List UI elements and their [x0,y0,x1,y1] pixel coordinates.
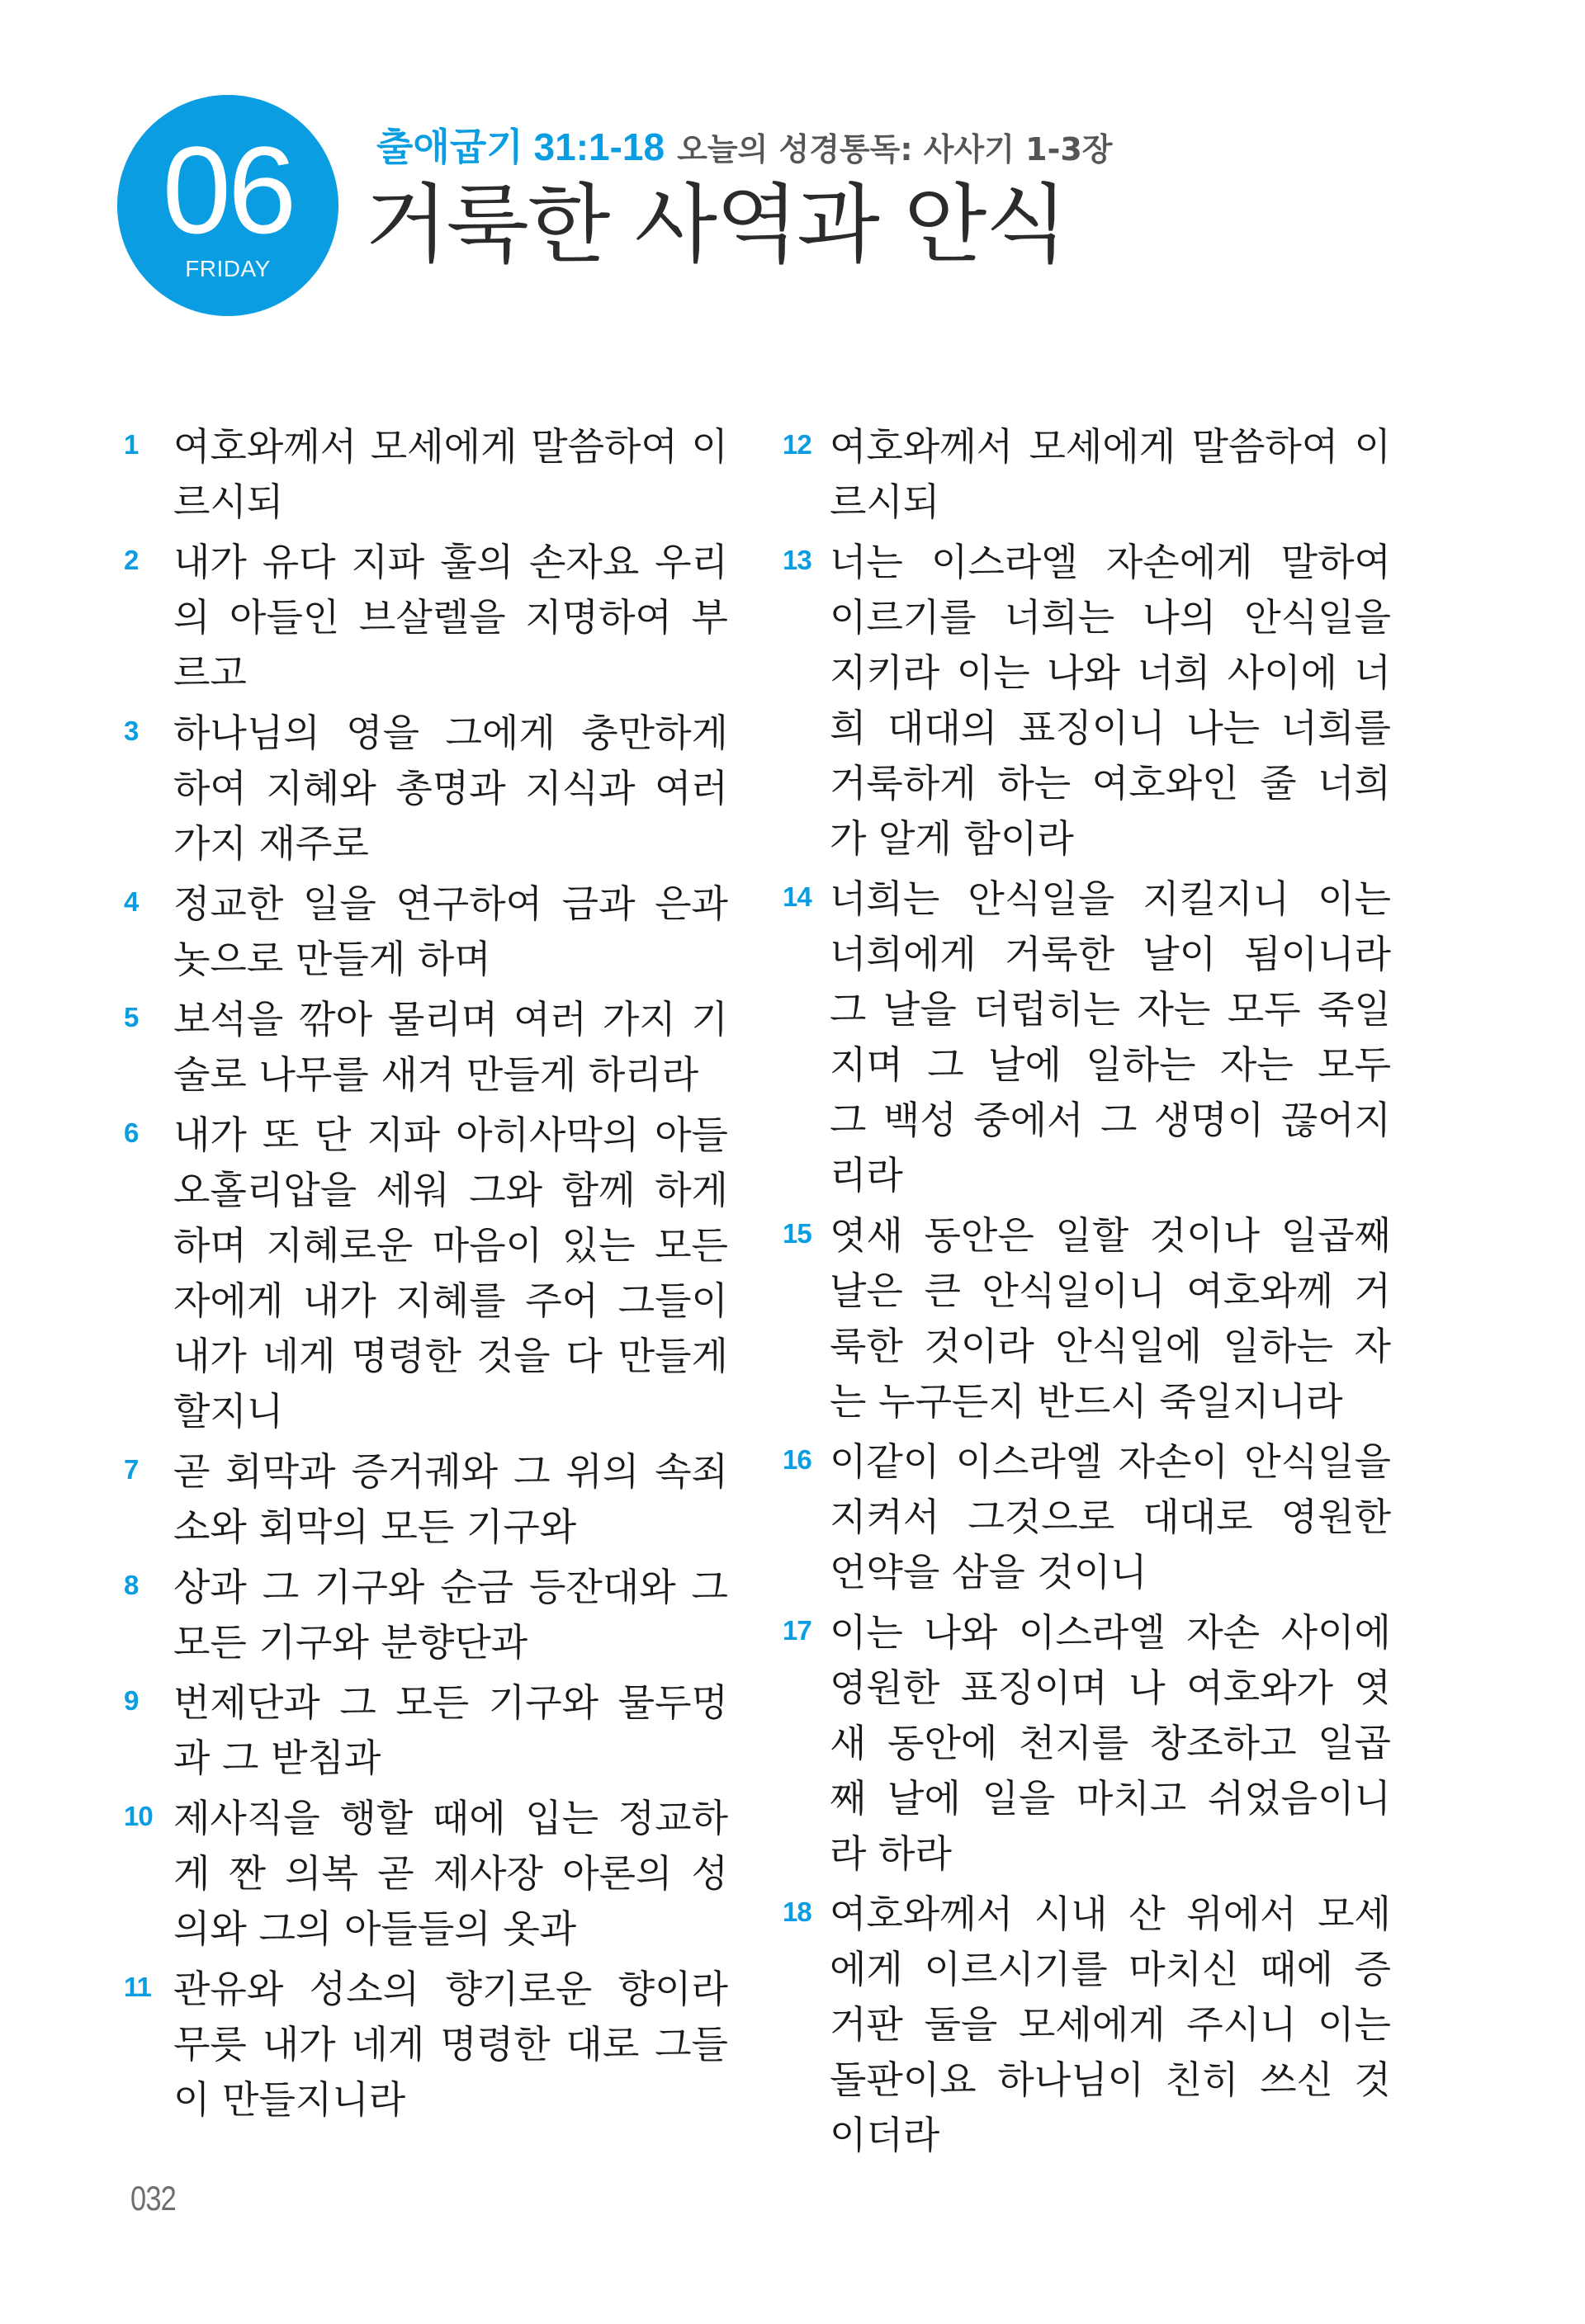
verse-line: 하여 지혜와 총명과 지식과 여러 [173,766,728,810]
verse-number: 18 [783,1897,811,1927]
verse-line: 내가 또 단 지파 아히사막의 아들 [173,1112,728,1157]
verse-text [830,872,1391,1203]
verse-line: 너희는 안식일을 지킬지니 이는 [830,876,1391,921]
verse-text [173,992,728,1103]
verse-line: 새 동안에 천지를 창조하고 일곱 [830,1721,1391,1765]
verse-line: 르시되 [173,479,284,524]
verse-text [173,1560,728,1670]
verse-number: 5 [124,1002,139,1032]
verse [783,1887,1391,2163]
verse [124,419,728,530]
verse-line: 가 알게 함이라 [830,816,1074,861]
verse [124,1444,728,1555]
verse-line: 르시되 [830,479,940,524]
verse-line: 이더라 [830,2113,940,2157]
verse-number: 14 [783,881,811,912]
verse [783,1434,1391,1600]
verse-line: 여호와께서 모세에게 말씀하여 이 [830,424,1391,469]
verse-number: 7 [124,1454,139,1485]
passage-line [376,125,1113,177]
verse-line: 라 하라 [830,1831,952,1876]
page-title: 거룩한 사역과 안식 [365,174,1067,275]
verse-line: 무릇 내가 네게 명령한 대로 그들 [173,2022,728,2067]
verse-line: 의와 그의 아들들의 옷과 [173,1906,577,1951]
verse-line: 이는 나와 이스라엘 자손 사이에 [830,1610,1391,1655]
verse-column-left [124,419,728,2133]
verse [783,1605,1391,1882]
day-badge [117,95,338,316]
verse-line: 영원한 표징이며 나 여호와가 엿 [830,1665,1391,1710]
verse-line: 에게 이르시기를 마치신 때에 증 [830,1947,1391,1991]
verse-number: 9 [124,1685,139,1716]
passage-reference: 출애굽기 31:1-18 [376,125,665,168]
verse-text [173,706,728,872]
verse-number: 2 [124,545,139,575]
verse-line: 관유와 성소의 향기로운 향이라 [173,1967,728,2011]
day-name: FRIDAY [185,256,271,281]
verse-text [173,1108,728,1439]
verse-text [173,1962,728,2128]
verse-line: 리라 [830,1153,903,1197]
verse [124,706,728,872]
verse-line: 술로 나무를 새겨 만들게 하리라 [173,1052,699,1097]
verse-text [173,1675,728,1786]
verse-number: 8 [124,1570,139,1600]
verse-column-right [783,419,1391,2168]
verse-line: 돌판이요 하나님이 친히 쓰신 것 [830,2057,1391,2102]
verse-text [173,419,728,530]
verse-line: 오홀리압을 세워 그와 함께 하게 [173,1168,728,1212]
verse-line: 제사직을 행할 때에 입는 정교하 [173,1796,728,1840]
verse-text [173,535,728,701]
verse-line: 번제단과 그 모든 기구와 물두멍 [173,1680,728,1725]
verse-line: 거룩하게 하는 여호와인 줄 너희 [830,761,1391,805]
verse-line: 룩한 것이라 안식일에 일하는 자 [830,1324,1391,1368]
verse-line: 소와 회막의 모든 기구와 [173,1504,577,1549]
verse-line: 게 짠 의복 곧 제사장 아론의 성 [173,1851,728,1896]
verse-line: 하나님의 영을 그에게 충만하게 [173,711,728,755]
verse [124,1560,728,1670]
verse-line: 내가 네게 명령한 것을 다 만들게 [173,1334,728,1378]
verse-line: 너는 이스라엘 자손에게 말하여 [830,540,1391,584]
verse-line: 언약을 삼을 것이니 [830,1550,1147,1594]
verse-line: 엿새 동안은 일할 것이나 일곱째 [830,1213,1391,1258]
verse [124,1108,728,1439]
verse-number: 6 [124,1117,139,1148]
verse-line: 가지 재주로 [173,821,369,866]
verse-number: 1 [124,429,139,460]
verse-line: 보석을 깎아 물리며 여러 가지 기 [173,997,728,1042]
verse-line: 상과 그 기구와 순금 등잔대와 그 [173,1565,728,1609]
verse-line: 이같이 이스라엘 자손이 안식일을 [830,1439,1391,1484]
verse-line: 르고 [173,650,247,695]
verse-line: 그 백성 중에서 그 생명이 끊어지 [830,1098,1391,1142]
verse-number: 10 [124,1801,153,1831]
verse-text [173,1444,728,1555]
verse-text [830,535,1391,867]
verse [783,872,1391,1203]
verse-number: 15 [783,1218,811,1249]
verse [124,1962,728,2128]
day-number: 06 [162,120,294,259]
verse-line: 지며 그 날에 일하는 자는 모두 [830,1042,1391,1087]
verse-line: 자에게 내가 지혜를 주어 그들이 [173,1278,728,1323]
verse-number: 12 [783,429,811,460]
verse-line: 내가 유다 지파 훌의 손자요 우리 [173,540,728,584]
verse-text [830,419,1391,530]
verse-number: 17 [783,1615,811,1646]
verse [124,992,728,1103]
verse-line: 지켜서 그것으로 대대로 영원한 [830,1495,1391,1539]
verse-line: 그 날을 더럽히는 자는 모두 죽일 [830,987,1391,1032]
verse-number: 16 [783,1444,811,1475]
verse-line: 곧 회막과 증거궤와 그 위의 속죄 [173,1449,728,1494]
verse-text [830,1887,1391,2163]
verse-line: 째 날에 일을 마치고 쉬었음이니 [830,1776,1391,1821]
verse-line: 할지니 [173,1389,284,1434]
verse-line: 여호와께서 시내 산 위에서 모세 [830,1892,1391,1936]
verse [124,1675,728,1786]
verse-number: 3 [124,716,139,746]
verse-line: 의 아들인 브살렐을 지명하여 부 [173,595,728,640]
verse-line: 너희에게 거룩한 날이 됨이니라 [830,932,1391,976]
reading-plan: 오늘의 성경통독: 사사기 1-3장 [677,131,1113,168]
verse-number: 11 [124,1972,151,2002]
verse [783,1208,1391,1429]
verse-line: 지키라 이는 나와 너희 사이에 너 [830,650,1391,695]
verse-text [830,1208,1391,1429]
verse-number: 4 [124,886,139,917]
verse-line: 날은 큰 안식일이니 여호와께 거 [830,1268,1391,1313]
verse-text [173,1791,728,1957]
verse-line: 과 그 받침과 [173,1736,381,1780]
verse-line: 이르기를 너희는 나의 안식일을 [830,595,1391,640]
verse-line: 거판 둘을 모세에게 주시니 이는 [830,2002,1391,2047]
verse-number: 13 [783,545,811,575]
verse-text [173,876,728,987]
page-number: 032 [130,2179,177,2218]
verse-line: 여호와께서 모세에게 말씀하여 이 [173,424,728,469]
verse-text [830,1605,1391,1882]
verse-line: 정교한 일을 연구하여 금과 은과 [173,881,728,926]
verse [124,535,728,701]
verse-line: 하며 지혜로운 마음이 있는 모든 [173,1223,728,1268]
verse-text [830,1434,1391,1600]
verse [124,876,728,987]
verse-line: 는 누구든지 반드시 죽일지니라 [830,1379,1343,1424]
verse-line: 놋으로 만들게 하며 [173,937,491,981]
verse-line: 이 만들지니라 [173,2077,406,2122]
verse-line: 모든 기구와 분향단과 [173,1620,528,1665]
verse [783,419,1391,530]
verse-line: 희 대대의 표징이니 나는 너희를 [830,706,1391,750]
verse [783,535,1391,867]
verse [124,1791,728,1957]
